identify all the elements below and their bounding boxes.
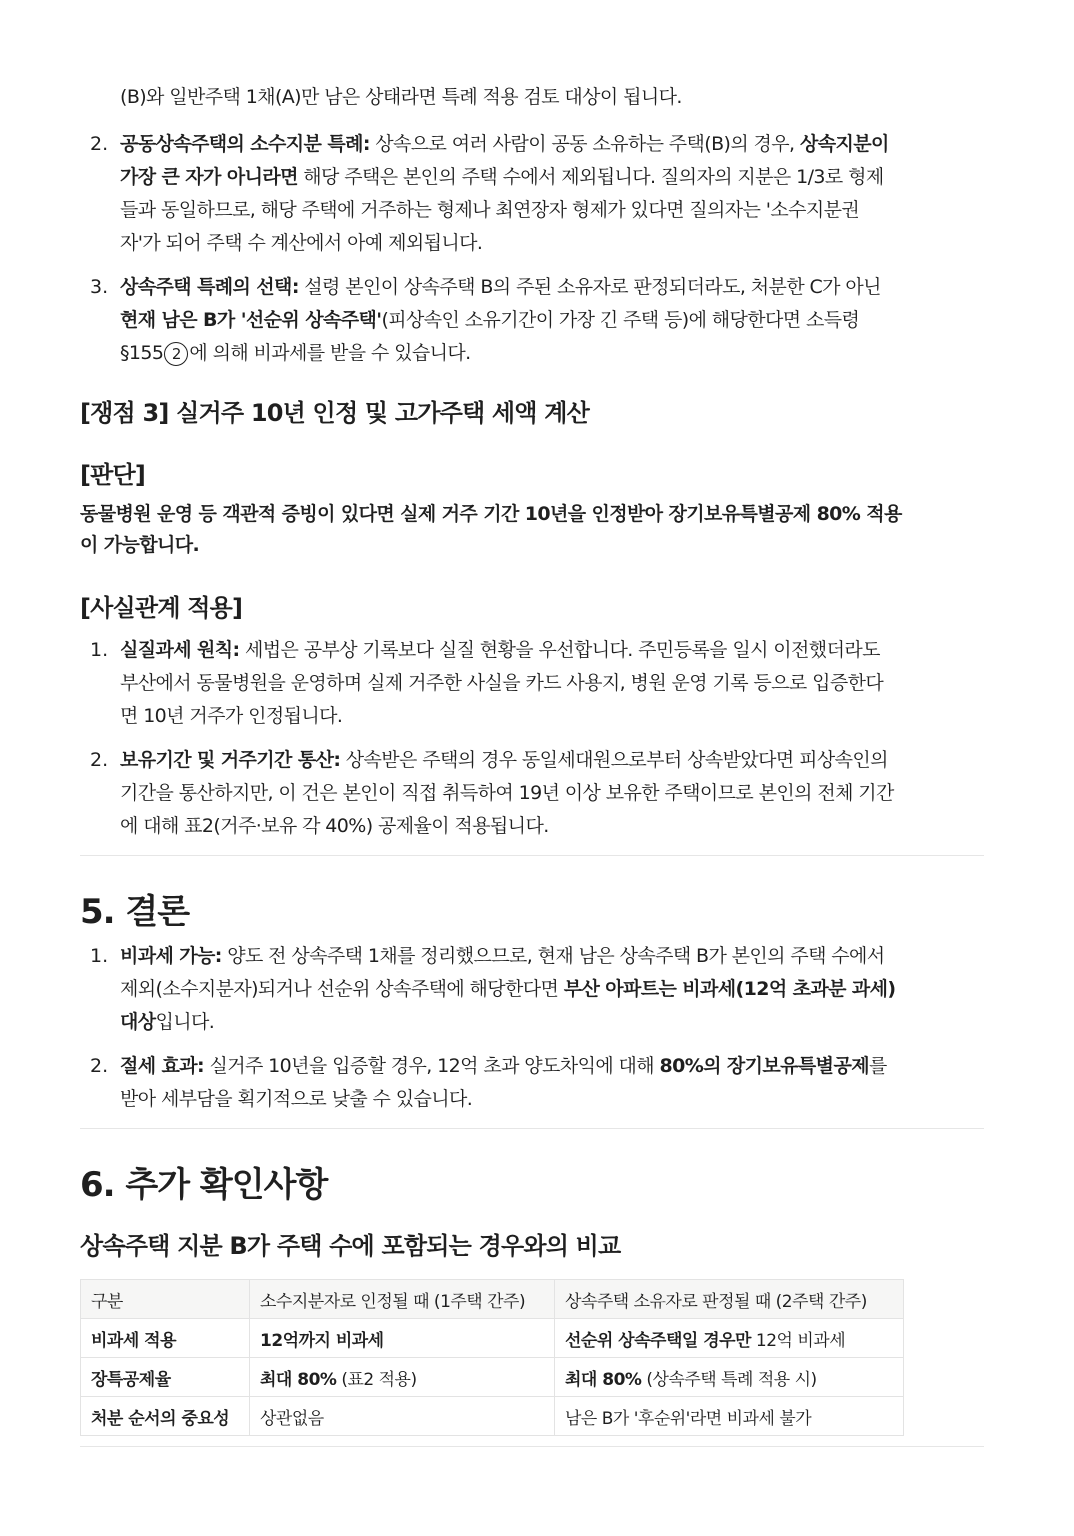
table-cell: 상관없음: [250, 1397, 555, 1436]
table-cell: 선순위 상속주택일 경우만 12억 비과세: [555, 1319, 904, 1358]
list-number: 1.: [90, 639, 109, 661]
list-line: 면 10년 거주가 인정됩니다.: [120, 705, 343, 727]
row-label: 처분 순서의 중요성: [81, 1397, 250, 1436]
table-cell: 최대 80% (상속주택 특례 적용 시): [555, 1358, 904, 1397]
divider: [80, 855, 984, 856]
table-row: [81, 1358, 904, 1397]
list-line: 기간을 통산하지만, 이 건은 본인이 직접 취득하여 19년 이상 보유한 주택이므로 본인의 전체 기간: [120, 782, 894, 804]
list-line: 부산에서 동물병원을 운영하며 실제 거주한 사실을 카드 사용지, 병원 운영 기록 등으로 입증한다: [120, 672, 884, 694]
list-line: 가장 큰 자가 아니라면 해당 주택은 본인의 주택 수에서 제외됩니다. 질의자의 지분은 1/3로 형제: [120, 166, 884, 188]
divider: [80, 1446, 984, 1447]
compare-heading: 상속주택 지분 B가 주택 수에 포함되는 경우와의 비교: [80, 1232, 621, 1260]
list-line: 대상입니다.: [120, 1011, 215, 1033]
table-cell: 12억까지 비과세: [250, 1319, 555, 1358]
comparison-table: [80, 1279, 904, 1436]
conclusion-heading: 5. 결론: [80, 892, 190, 932]
table-header-cell: 소수지분자로 인정될 때 (1주택 간주): [250, 1280, 555, 1319]
list-number: 2.: [90, 133, 109, 155]
list-title: 절세 효과:: [120, 1055, 205, 1077]
judgment-text: 동물병원 운영 등 객관적 증빙이 있다면 실제 거주 기간 10년을 인정받아 장기보유특별공제 80% 적용: [80, 503, 902, 525]
list-line: 보유기간 및 거주기간 통산: 상속받은 주택의 경우 동일세대원으로부터 상속받았다면 피상속인의: [120, 749, 888, 771]
list-title: 공동상속주택의 소수지분 특례:: [120, 133, 370, 155]
list-number: 2.: [90, 1055, 109, 1077]
list-line: 받아 세부담을 획기적으로 낮출 수 있습니다.: [120, 1088, 473, 1110]
list-line: 제외(소수지분자)되거나 선순위 상속주택에 해당한다면 부산 아파트는 비과세(12억 초과분 과세): [120, 978, 896, 1000]
issue3-heading: [쟁점 3] 실거주 10년 인정 및 고가주택 세액 계산: [80, 399, 590, 427]
list-line: 비과세 가능: 양도 전 상속주택 1채를 정리했으므로, 현재 남은 상속주택 B가 본인의 주택 수에서: [120, 945, 885, 967]
list-title: 비과세 가능:: [120, 945, 222, 967]
list-title: 상속주택 특례의 선택:: [120, 276, 299, 298]
judgment-text: 이 가능합니다.: [80, 534, 200, 556]
additional-heading: 6. 추가 확인사항: [80, 1165, 328, 1205]
list-number: 1.: [90, 945, 109, 967]
list-line: 자'가 되어 주택 수 계산에서 아예 제외됩니다.: [120, 232, 483, 254]
table-header-cell: 상속주택 소유자로 판정될 때 (2주택 간주): [555, 1280, 904, 1319]
list-title: 보유기간 및 거주기간 통산:: [120, 749, 341, 771]
table-row: [81, 1397, 904, 1436]
list-line: 공동상속주택의 소수지분 특례: 상속으로 여러 사람이 공동 소유하는 주택(B)의 경우, 상속지분이: [120, 133, 889, 155]
list-number: 3.: [90, 276, 109, 298]
list-title: 실질과세 원칙:: [120, 639, 240, 661]
list-line: §155 2 에 의해 비과세를 받을 수 있습니다.: [120, 342, 471, 364]
table-header-cell: 구분: [81, 1280, 250, 1319]
judgment-heading: [판단]: [80, 461, 146, 489]
table-header-row: [81, 1280, 904, 1319]
list-number: 2.: [90, 749, 109, 771]
list-line: 현재 남은 B가 '선순위 상속주택'(피상속인 소유기간이 가장 긴 주택 등)에 해당한다면 소득령: [120, 309, 860, 331]
list-line: 절세 효과: 실거주 10년을 입증할 경우, 12억 초과 양도차익에 대해 80%의 장기보유특별공제를: [120, 1055, 887, 1077]
row-label: 비과세 적용: [81, 1319, 250, 1358]
circled-number: 2: [164, 342, 188, 366]
intro-line: (B)와 일반주택 1채(A)만 남은 상태라면 특례 적용 검토 대상이 됩니다.: [120, 86, 682, 108]
list-line: 들과 동일하므로, 해당 주택에 거주하는 형제나 최연장자 형제가 있다면 질의자는 '소수지분권: [120, 199, 860, 221]
facts-heading: [사실관계 적용]: [80, 594, 243, 622]
list-line: 에 대해 표2(거주·보유 각 40%) 공제율이 적용됩니다.: [120, 815, 549, 837]
list-line: 실질과세 원칙: 세법은 공부상 기록보다 실질 현황을 우선합니다. 주민등록을 일시 이전했더라도: [120, 639, 880, 661]
table-cell: 남은 B가 '후순위'라면 비과세 불가: [555, 1397, 904, 1436]
row-label: 장특공제율: [81, 1358, 250, 1397]
table-cell: 최대 80% (표2 적용): [250, 1358, 555, 1397]
table-row: [81, 1319, 904, 1358]
divider: [80, 1128, 984, 1129]
list-line: 상속주택 특례의 선택: 설령 본인이 상속주택 B의 주된 소유자로 판정되더라도, 처분한 C가 아닌: [120, 276, 881, 298]
